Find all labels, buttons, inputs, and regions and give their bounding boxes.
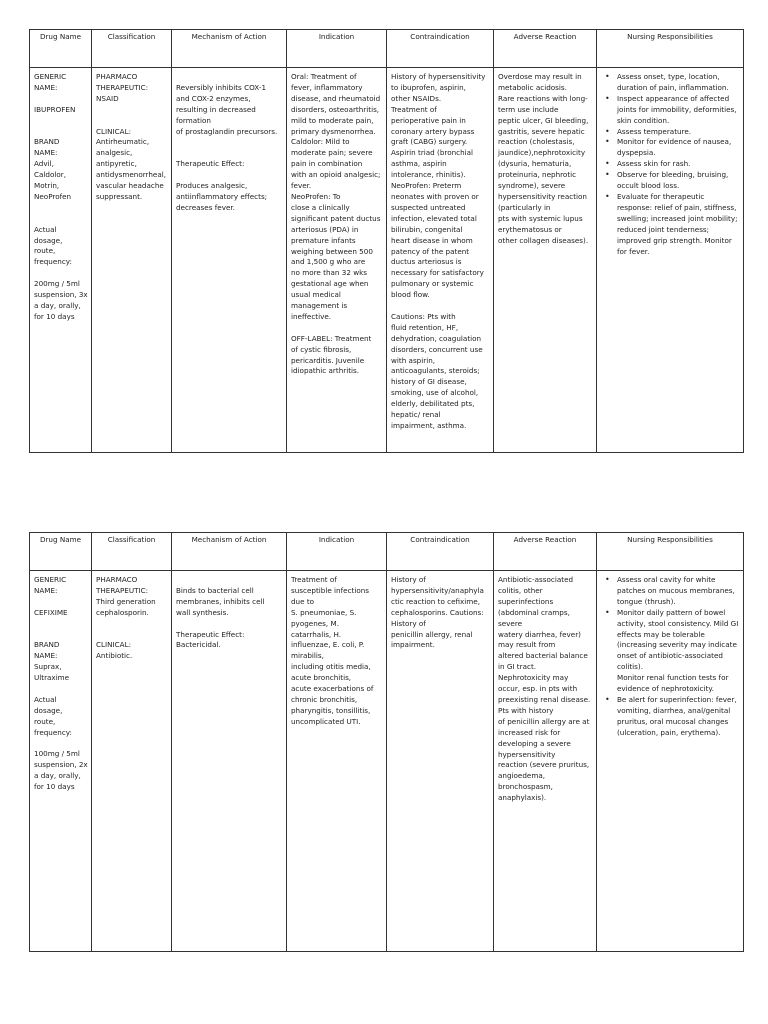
adverse-reaction-cell <box>494 68 597 453</box>
nursing-item: • Monitor for evidence of nausea, dyspepsia. <box>617 137 740 159</box>
generic-name-label: GENERIC NAME: <box>34 72 67 92</box>
adverse-reaction-text: Antibiotic-associated colitis, other superinfections (abdominal cramps, severe watery diarrhea, fever) may result from altered bacterial balance in GI tract. Nephrotoxicity may occur, esp. in pts with preexisting renal disease. Pts with history of penicillin allergy are at increased risk for developing a severe hypersensitivity reaction (severe pruritus, angioedema, bronchospasm, anaphylaxis). <box>498 575 591 803</box>
nursing-item: • Assess onset, type, location, duration of pain, inflammation. <box>617 72 740 94</box>
nursing-item: • Inspect appearance of affected joints for immobility, deformities, skin condition. <box>617 94 740 127</box>
nursing-list <box>601 575 740 739</box>
header-nursing-responsibilities: Nursing Responsibilities <box>597 30 744 68</box>
header-row <box>30 533 744 571</box>
header-drug-name: Drug Name <box>30 533 92 571</box>
therapeutic-effect: Produces analgesic, antiinflammatory effects; decreases fever. <box>176 181 268 212</box>
header-row <box>30 30 744 68</box>
brand-names: BRAND NAME: Advil, Caldolor, Motrin, NeoProfen <box>34 137 72 201</box>
header-contraindication: Contraindication <box>387 533 494 571</box>
adverse-reaction-cell <box>494 571 597 952</box>
nursing-item: • Assess oral cavity for white patches on mucous membranes, tongue (thrush). <box>617 575 740 608</box>
nursing-cell <box>597 571 744 952</box>
drug-table-cefixime <box>29 532 744 952</box>
generic-name-label: GENERIC NAME: <box>34 575 67 595</box>
dosage-label: Actual dosage, route, frequency: <box>34 694 72 737</box>
clinical-class: CLINICAL: Antibiotic. <box>96 640 133 661</box>
pharmacotherapeutic-class: PHARMACO THERAPEUTIC: Third generation cephalosporin. <box>96 575 156 617</box>
contraindication-cell <box>387 68 494 453</box>
dosage-value: 200mg / 5ml suspension, 3x a day, orally, for 10 days <box>34 279 88 321</box>
drug-table-ibuprofen <box>29 29 744 453</box>
header-nursing-responsibilities: Nursing Responsibilities <box>597 533 744 571</box>
indication-text: Oral: Treatment of fever, inflammatory disease, and rheumatoid disorders, osteoarthritis, mild to moderate pain, primary dysmenorrhea. Caldolor: Mild to moderate pain; severe pain in combination with an opioid analgesic; fever. NeoProfen: To close a clinically significant patent ductus arteriosus (PDA) in premature infants weighing between 500 and 1,500 g who are no more than 32 wks gestational age when usual medical management is ineffective. <box>291 72 381 321</box>
header-mechanism: Mechanism of Action <box>172 533 287 571</box>
nursing-list <box>601 72 740 257</box>
generic-name: CEFIXIME <box>34 607 68 617</box>
indication-cell <box>287 68 387 453</box>
nursing-item: • Evaluate for therapeutic response: relief of pain, stiffness, swelling; increased joint mobility; reduced joint tenderness; improved grip strength. Monitor for fever. <box>617 192 740 257</box>
drug-row <box>30 68 744 453</box>
classification-cell <box>92 68 172 453</box>
contraindication-cell <box>387 571 494 952</box>
therapeutic-effect: Therapeutic Effect: Bactericidal. <box>176 629 245 650</box>
header-adverse-reaction: Adverse Reaction <box>494 30 597 68</box>
generic-name: IBUPROFEN <box>34 104 76 114</box>
nursing-item: • Be alert for superinfection: fever, vomiting, diarrhea, anal/genital pruritus, oral mucosal changes (ulceration, pain, erythema). <box>617 695 740 739</box>
pharmacotherapeutic-class: PHARMACO THERAPEUTIC: NSAID <box>96 72 149 103</box>
contraindication-text: History of hypersensitivity/anaphyla ctic reaction to cefixime, cephalosporins. Cautions: History of penicillin allergy, renal impairment. <box>391 575 484 650</box>
indication-text: Treatment of susceptible infections due to S. pneumoniae, S. pyogenes, M. catarrhalis, H. influenzae, E. coli, P. mirabilis, including otitis media, acute bronchitis, acute exacerbations of chronic bronchitis, pharyngitis, tonsillitis, uncomplicated UTI. <box>291 575 374 726</box>
nursing-item: • Monitor daily pattern of bowel activity, stool consistency. Mild GI effects may be tolerable (increasing severity may indicate onset of antibiotic-associated colitis). <box>617 608 740 673</box>
mechanism-text: Reversibly inhibits COX-1 and COX-2 enzymes, resulting in decreased formation of prostaglandin precursors. <box>176 82 278 136</box>
drug-name-cell <box>30 68 92 453</box>
nursing-item: • Assess temperature. <box>617 127 740 138</box>
dosage-label: Actual dosage, route, frequency: <box>34 224 72 267</box>
nursing-item: • Assess skin for rash. <box>617 159 740 170</box>
classification-cell <box>92 571 172 952</box>
cautions-text: Cautions: Pts with fluid retention, HF, dehydration, coagulation disorders, concurrent use with aspirin, anticoagulants, steroids; history of GI disease, smoking, use of alcohol, elderly, debilitated pts, hepatic/ renal impairment, asthma. <box>391 311 483 430</box>
header-classification: Classification <box>92 30 172 68</box>
brand-names: BRAND NAME: Suprax, Ultraxime <box>34 640 70 683</box>
off-label-text: OFF-LABEL: Treatment of cystic fibrosis, pericarditis. Juvenile idiopathic arthritis. <box>291 333 372 376</box>
adverse-reaction-text: Overdose may result in metabolic acidosis. Rare reactions with long- term use include peptic ulcer, GI bleeding, gastritis, severe hepatic reaction (cholestasis, jaundice),nephrotoxicity (dysuria, hematuria, proteinuria, nephrotic syndrome), severe hypersensitivity reaction (particularly in pts with systemic lupus erythematosus or other collagen diseases). <box>498 72 589 245</box>
mechanism-cell <box>172 68 287 453</box>
therapeutic-effect-label: Therapeutic Effect: <box>176 159 245 169</box>
header-indication: Indication <box>287 533 387 571</box>
mechanism-text: Binds to bacterial cell membranes, inhibits cell wall synthesis. <box>176 585 265 617</box>
header-mechanism: Mechanism of Action <box>172 30 287 68</box>
nursing-cell <box>597 68 744 453</box>
nursing-item: • Observe for bleeding, bruising, occult blood loss. <box>617 170 740 192</box>
header-classification: Classification <box>92 533 172 571</box>
mechanism-cell <box>172 571 287 952</box>
dosage-value: 100mg / 5ml suspension, 2x a day, orally, for 10 days <box>34 749 88 792</box>
header-indication: Indication <box>287 30 387 68</box>
header-adverse-reaction: Adverse Reaction <box>494 533 597 571</box>
nursing-item: Monitor renal function tests for evidence of nephrotoxicity. <box>617 673 729 694</box>
header-drug-name: Drug Name <box>30 30 92 68</box>
drug-name-cell <box>30 571 92 952</box>
header-contraindication: Contraindication <box>387 30 494 68</box>
indication-cell <box>287 571 387 952</box>
clinical-class: CLINICAL: Antirheumatic, analgesic, antipyretic, antidysmenorrheal, vascular headache suppressant. <box>96 126 167 201</box>
contraindication-text: History of hypersensitivity to ibuprofen, aspirin, other NSAIDs. Treatment of perioperative pain in coronary artery bypass graft (CABG) surgery. Aspirin triad (bronchial asthma, aspirin intolerance, rhinitis). NeoProfen: Preterm neonates with proven or suspected untreated infection, elevated total bilirubin, congenital heart disease in whom patency of the patent ductus arteriosus is necessary for satisfactory pulmonary or systemic blood flow. <box>391 72 486 300</box>
drug-row <box>30 571 744 952</box>
